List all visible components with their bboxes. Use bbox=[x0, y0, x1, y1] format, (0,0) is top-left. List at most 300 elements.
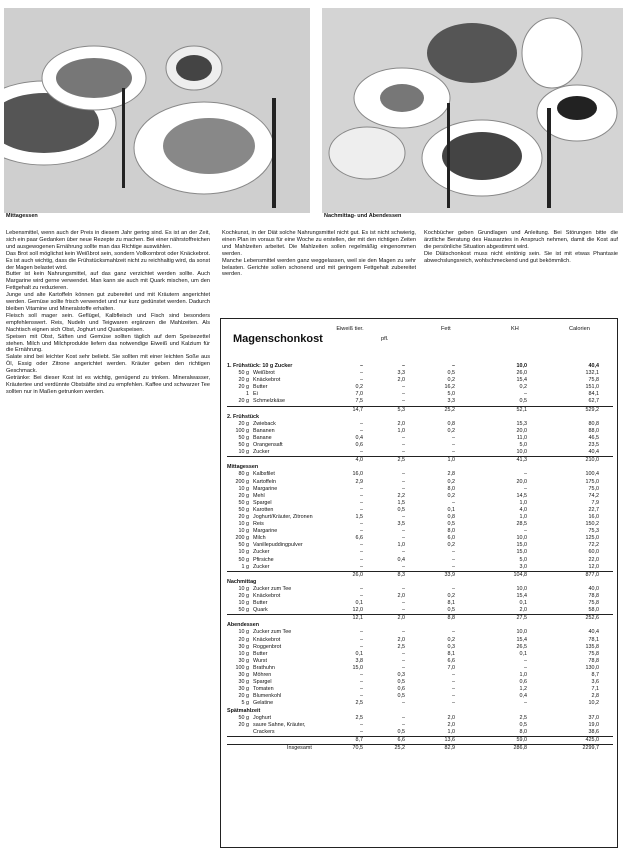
cell-value: 0,2 bbox=[447, 478, 455, 485]
cell-value: – bbox=[452, 585, 455, 592]
cell-food: Bananen bbox=[253, 427, 275, 434]
table-title: Magenschonkost bbox=[233, 333, 323, 345]
cell-value: – bbox=[402, 384, 405, 391]
cell-value: 1,0 bbox=[519, 499, 527, 506]
table-row bbox=[227, 700, 613, 707]
table-row bbox=[227, 442, 613, 449]
cell-value: 2,0 bbox=[397, 615, 405, 622]
cell-value: 2,9 bbox=[355, 478, 363, 485]
cell-value: 8,1 bbox=[447, 600, 455, 607]
paragraph: Das Brot soll möglichst kein Weißbrot sein, sondern Vollkornbrot oder Knäckebrot. Es ist auch wichtig, dass die Frühstücksmahlzeit nicht zu reichhaltig wird, da sonst der Magen belastet wird. bbox=[6, 250, 210, 271]
cell-value: 8,3 bbox=[397, 571, 405, 578]
cell-value: – bbox=[402, 714, 405, 721]
header-calories: Calorien bbox=[569, 326, 590, 332]
cell-value: 8,1 bbox=[447, 650, 455, 657]
cell-value: 3,0 bbox=[519, 563, 527, 570]
cell-value: – bbox=[524, 657, 527, 664]
cell-value: – bbox=[524, 528, 527, 535]
cell-amount: 1 bbox=[246, 391, 249, 398]
table-row bbox=[227, 493, 613, 500]
cell-value: 12,0 bbox=[352, 607, 363, 614]
table-row bbox=[227, 428, 613, 435]
cell-value: – bbox=[360, 377, 363, 384]
cell-value: 6,6 bbox=[397, 736, 405, 743]
table-row bbox=[227, 679, 613, 686]
cell-value: 46,5 bbox=[588, 434, 599, 441]
table-row bbox=[227, 507, 613, 514]
cell-value: 8,7 bbox=[591, 672, 599, 679]
cell-value: 2,5 bbox=[355, 700, 363, 707]
cell-value: 7,0 bbox=[447, 664, 455, 671]
cell-value: 0,1 bbox=[519, 600, 527, 607]
table-section-row bbox=[227, 414, 613, 421]
cell-value: – bbox=[452, 672, 455, 679]
cell-value: – bbox=[360, 693, 363, 700]
cell-value: 0,5 bbox=[447, 370, 455, 377]
cell-value: 0,1 bbox=[447, 506, 455, 513]
cell-food: Quark bbox=[253, 607, 268, 614]
cell-value: – bbox=[402, 600, 405, 607]
cell-food: Karotten bbox=[253, 506, 274, 513]
cell-food: Knäckebrot bbox=[253, 377, 281, 384]
cell-value: 4,0 bbox=[355, 457, 363, 464]
cell-food: Zucker zum Tee bbox=[253, 629, 292, 636]
cell-value: – bbox=[360, 629, 363, 636]
cell-value: 6,6 bbox=[355, 535, 363, 542]
cell-food: Joghurt bbox=[253, 714, 271, 721]
cell-value: 3,6 bbox=[591, 679, 599, 686]
cell-value: – bbox=[360, 485, 363, 492]
cell-value: 0,5 bbox=[447, 607, 455, 614]
cell-value: 135,8 bbox=[585, 643, 599, 650]
cell-value: – bbox=[360, 556, 363, 563]
cell-value: 0,8 bbox=[447, 513, 455, 520]
caption-right: Nachmittag- und Abendessen bbox=[324, 213, 402, 219]
cell-value: – bbox=[360, 679, 363, 686]
table-row bbox=[227, 637, 613, 644]
cell-value: 14,5 bbox=[516, 492, 527, 499]
cell-value: 0,5 bbox=[519, 398, 527, 405]
cell-value: 252,6 bbox=[585, 615, 599, 622]
cell-value: 11,0 bbox=[516, 434, 527, 441]
cell-amount: 50 g bbox=[238, 499, 249, 506]
cell-value: – bbox=[452, 700, 455, 707]
paragraph: Speisen mit Obst, Säften und Gemüse sollten täglich auf dem Speisezettel stehen. Milch und Milchprodukte liefern das notwendige Eiweiß und Kalzium für die Ernährung. bbox=[6, 333, 210, 354]
cell-food: Mittagessen bbox=[227, 464, 259, 471]
cell-amount: 10 g bbox=[238, 629, 249, 636]
table-row bbox=[227, 672, 613, 679]
cell-food: Schmelzkäse bbox=[253, 398, 286, 405]
cell-amount: 50 g bbox=[238, 542, 249, 549]
cell-value: 20,0 bbox=[516, 427, 527, 434]
cell-value: 2,5 bbox=[397, 457, 405, 464]
cell-food: Knäckebrot bbox=[253, 636, 281, 643]
cell-amount: 20 g bbox=[238, 420, 249, 427]
cell-value: 41,3 bbox=[516, 457, 527, 464]
cell-value: – bbox=[402, 442, 405, 449]
cell-value: 0,1 bbox=[519, 650, 527, 657]
cell-value: 82,9 bbox=[444, 744, 455, 751]
table-row bbox=[227, 384, 613, 391]
cell-value: – bbox=[402, 434, 405, 441]
cell-food: Gelatine bbox=[253, 700, 274, 707]
cell-value: 2,8 bbox=[591, 693, 599, 700]
cell-value: 100,4 bbox=[585, 471, 599, 478]
cell-value: 13,6 bbox=[444, 736, 455, 743]
cell-value: 10,0 bbox=[516, 363, 527, 369]
cell-value: 12,0 bbox=[588, 563, 599, 570]
cell-value: 15,0 bbox=[516, 542, 527, 549]
cell-value: 6,0 bbox=[447, 535, 455, 542]
cell-value: 14,7 bbox=[352, 406, 363, 413]
table-row bbox=[227, 542, 613, 549]
cell-amount: 20 g bbox=[238, 398, 249, 405]
cell-value: 7,9 bbox=[591, 499, 599, 506]
cell-value: – bbox=[402, 607, 405, 614]
paragraph: Manche Lebensmittel werden ganz weggelassen, weil sie den Magen zu sehr belasten. Gerichte sollen schonend und mit geringem Fettgehalt zubereitet werden. bbox=[222, 257, 416, 278]
cell-value: 40,4 bbox=[588, 363, 599, 369]
cell-value: – bbox=[402, 549, 405, 556]
cell-amount: 50 g bbox=[238, 607, 249, 614]
cell-value: 15,4 bbox=[516, 636, 527, 643]
cell-value: 3,3 bbox=[447, 398, 455, 405]
cell-value: 151,0 bbox=[585, 384, 599, 391]
cell-value: – bbox=[402, 585, 405, 592]
cell-value: 15,3 bbox=[516, 420, 527, 427]
cell-value: 1,5 bbox=[355, 513, 363, 520]
cell-value: 26,0 bbox=[516, 370, 527, 377]
cell-value: 130,0 bbox=[585, 664, 599, 671]
cell-food: Milch bbox=[253, 535, 266, 542]
cell-food: saure Sahne, Kräuter, bbox=[253, 721, 306, 728]
cell-value: 0,6 bbox=[397, 686, 405, 693]
cell-value: 16,0 bbox=[588, 513, 599, 520]
text-column-1 bbox=[6, 230, 210, 848]
cell-value: – bbox=[402, 449, 405, 456]
cell-food: Insgesamt bbox=[287, 744, 312, 751]
cell-value: 3,5 bbox=[397, 521, 405, 528]
table-row bbox=[227, 629, 613, 636]
cell-food: Zucker bbox=[253, 563, 270, 570]
paragraph: Junge und alte Kartoffeln können gut zubereitet und mit Kräutern angerichtet werden. Gemüse sollte frisch verwendet und nur kurz gedünstet werden. Dadurch bleiben Vitamine und Mineralstoffe erhalten. bbox=[6, 292, 210, 312]
cell-food: Wurst bbox=[253, 657, 267, 664]
table-row bbox=[227, 715, 613, 722]
cell-value: 15,4 bbox=[516, 377, 527, 384]
text-column-3 bbox=[424, 230, 618, 310]
cell-value: 15,4 bbox=[516, 593, 527, 599]
cell-value: 5,0 bbox=[519, 556, 527, 563]
cell-value: 74,2 bbox=[588, 492, 599, 499]
cell-value: 15,0 bbox=[516, 549, 527, 556]
paragraph: Kochbücher geben Grundlagen und Anleitung. Bei Störungen bitte die ärztliche Beratung des Hausarztes in Anspruch nehmen, damit die Kost auf die persönliche Situation abgestimmt wird. bbox=[424, 230, 618, 250]
cell-value: 70,5 bbox=[352, 744, 363, 751]
cell-value: 2,0 bbox=[447, 721, 455, 728]
cell-value: 84,1 bbox=[588, 391, 599, 398]
cell-food: Roggenbrot bbox=[253, 643, 282, 650]
table-total-row bbox=[227, 571, 613, 579]
cell-value: 6,6 bbox=[447, 657, 455, 664]
cell-value: – bbox=[360, 499, 363, 506]
cell-value: – bbox=[452, 693, 455, 700]
table-row bbox=[227, 500, 613, 507]
table-total-row bbox=[227, 614, 613, 622]
cell-value: 0,2 bbox=[447, 542, 455, 549]
table-row bbox=[227, 693, 613, 700]
cell-amount: 20 g bbox=[238, 593, 249, 599]
cell-amount: 100 g bbox=[235, 664, 249, 671]
cell-value: 52,1 bbox=[516, 406, 527, 413]
cell-value: – bbox=[402, 650, 405, 657]
cell-food: Zwieback bbox=[253, 420, 276, 427]
cell-food: Vanillepuddingpulver bbox=[253, 542, 303, 549]
cell-food: Orangensaft bbox=[253, 442, 283, 449]
cell-value: 75,8 bbox=[588, 377, 599, 384]
cell-amount: 1 g bbox=[241, 563, 249, 570]
cell-value: 0,5 bbox=[397, 679, 405, 686]
cell-food: Tomaten bbox=[253, 686, 274, 693]
caption-left: Mittagessen bbox=[6, 213, 38, 219]
cell-value: – bbox=[402, 363, 405, 369]
cell-value: – bbox=[360, 563, 363, 570]
cell-value: – bbox=[402, 563, 405, 570]
table-row bbox=[227, 471, 613, 478]
cell-value: 3,8 bbox=[355, 657, 363, 664]
cell-value: 10,0 bbox=[516, 629, 527, 636]
cell-value: – bbox=[360, 492, 363, 499]
cell-value: 40,4 bbox=[588, 449, 599, 456]
cell-value: 23,5 bbox=[588, 442, 599, 449]
paragraph: Lebensmittel, wenn auch der Preis in diesem Jahr gering sind. Es ist an der Zeit, sich ein paar Gedanken über neue Rezepte zu machen. Bei einer nährstoffreichen und ausgewogenen Ernährung sollte man das Richtige auswählen. bbox=[6, 230, 210, 250]
header-carbs: KH bbox=[511, 326, 519, 332]
cell-value: 22,7 bbox=[588, 506, 599, 513]
cell-value: 26,5 bbox=[516, 643, 527, 650]
cell-amount: 20 g bbox=[238, 636, 249, 643]
lunch-photo bbox=[4, 8, 310, 213]
cell-value: 3,3 bbox=[397, 370, 405, 377]
cell-value: 529,2 bbox=[585, 406, 599, 413]
paragraph: Fleisch soll mager sein. Geflügel, Kalbfleisch und Fisch sind besonders empfehlenswert. Reis, Nudeln und Teigwaren ergänzen die Mahlzeiten. Als Nachtisch eignen sich Obst, Joghurt und Quarkspeisen. bbox=[6, 312, 210, 333]
cell-food: Margarine bbox=[253, 485, 278, 492]
cell-value: 78,8 bbox=[588, 657, 599, 664]
cell-value: 0,5 bbox=[447, 521, 455, 528]
cell-amount: 50 g bbox=[238, 714, 249, 721]
cell-value: – bbox=[452, 363, 455, 369]
cell-value: 175,0 bbox=[585, 478, 599, 485]
table-row bbox=[227, 449, 613, 456]
table-row bbox=[227, 528, 613, 535]
cell-value: – bbox=[402, 391, 405, 398]
cell-value: 5,0 bbox=[447, 391, 455, 398]
cell-amount: 100 g bbox=[235, 427, 249, 434]
cell-value: 0,6 bbox=[519, 679, 527, 686]
table-total-row bbox=[227, 456, 613, 464]
cell-value: – bbox=[452, 442, 455, 449]
cell-value: 425,0 bbox=[585, 736, 599, 743]
cell-value: 0,1 bbox=[355, 600, 363, 607]
cell-value: 0,8 bbox=[447, 420, 455, 427]
cell-value: – bbox=[402, 478, 405, 485]
cell-value: 10,2 bbox=[588, 700, 599, 707]
cell-value: 8,7 bbox=[355, 736, 363, 743]
cell-food: Pfirsiche bbox=[253, 556, 274, 563]
cell-value: 286,8 bbox=[513, 744, 527, 751]
table-section-row bbox=[227, 708, 613, 715]
table-row bbox=[227, 377, 613, 384]
cell-value: 104,8 bbox=[513, 571, 527, 578]
cell-value: – bbox=[402, 471, 405, 478]
table-row bbox=[227, 557, 613, 564]
cell-value: – bbox=[452, 434, 455, 441]
table-row bbox=[227, 421, 613, 428]
cell-amount: 30 g bbox=[238, 657, 249, 664]
cell-food: Joghurt/Kräuter, Zitronen bbox=[253, 513, 313, 520]
cell-value: 0,2 bbox=[447, 427, 455, 434]
cell-value: 8,0 bbox=[519, 728, 527, 735]
cell-value: 22,0 bbox=[588, 556, 599, 563]
cell-value: 26,0 bbox=[352, 571, 363, 578]
cell-food: Möhren bbox=[253, 672, 272, 679]
cell-value: – bbox=[402, 657, 405, 664]
paragraph: Kochkunst, in der Diät solche Nahrungsmittel nicht gut. Es ist nicht schwierig, einen Plan im voraus für eine Woche zu erstellen, der mit den richtigen Zeiten und Mahlzeiten arbeitet. Die Mahlzeiten sollen regelmäßig eingenommen werden. bbox=[222, 230, 416, 257]
cell-value: – bbox=[360, 521, 363, 528]
table-row bbox=[227, 600, 613, 607]
cell-value: 1,0 bbox=[447, 457, 455, 464]
cell-amount: 50 g bbox=[238, 434, 249, 441]
cell-food: Kartoffeln bbox=[253, 478, 276, 485]
table-row bbox=[227, 593, 613, 600]
cell-value: 28,5 bbox=[516, 521, 527, 528]
cell-amount: 50 g bbox=[238, 506, 249, 513]
cell-value: – bbox=[402, 528, 405, 535]
cell-value: 0,5 bbox=[397, 506, 405, 513]
cell-amount: 30 g bbox=[238, 643, 249, 650]
text-column-2 bbox=[222, 230, 416, 310]
cell-value: – bbox=[360, 728, 363, 735]
cell-food: Kalbsfilet bbox=[253, 471, 275, 478]
cell-value: 75,0 bbox=[588, 485, 599, 492]
cell-value: 75,3 bbox=[588, 528, 599, 535]
cell-value: 78,1 bbox=[588, 636, 599, 643]
cell-food: Nachmittag bbox=[227, 578, 257, 585]
cell-value: 7,1 bbox=[591, 686, 599, 693]
cell-value: 62,7 bbox=[588, 398, 599, 405]
cell-value: – bbox=[524, 700, 527, 707]
cell-amount: 20 g bbox=[238, 513, 249, 520]
table-row bbox=[227, 486, 613, 493]
cell-value: 58,0 bbox=[588, 607, 599, 614]
table-row bbox=[227, 607, 613, 614]
cell-value: 0,3 bbox=[397, 672, 405, 679]
cell-value: 2,0 bbox=[397, 420, 405, 427]
table-total-row bbox=[227, 736, 613, 744]
cell-food: Abendessen bbox=[227, 622, 260, 629]
cell-value: – bbox=[360, 643, 363, 650]
cell-value: 59,0 bbox=[516, 736, 527, 743]
cell-value: 0,5 bbox=[397, 728, 405, 735]
cell-value: 2299,7 bbox=[582, 744, 599, 751]
cell-value: 25,2 bbox=[444, 406, 455, 413]
cell-value: – bbox=[360, 420, 363, 427]
cell-value: 2,5 bbox=[355, 714, 363, 721]
cell-value: 877,0 bbox=[585, 571, 599, 578]
cell-food: Banane bbox=[253, 434, 272, 441]
cell-amount: 200 g bbox=[235, 535, 249, 542]
table-section-row bbox=[227, 363, 613, 370]
cell-value: 1,0 bbox=[519, 513, 527, 520]
header-protein-animal: Eiweiß tier. bbox=[336, 326, 364, 332]
cell-value: – bbox=[360, 528, 363, 535]
paragraph: Butter ist kein Nahrungsmittel, auf das ganz verzichtet werden sollte. Auch Margarine wird gerne verwendet. Man kann sie auch mit Quark mischen, um den Fettgehalt zu reduzieren. bbox=[6, 271, 210, 292]
table-row bbox=[227, 729, 613, 736]
cell-food: Spätmahlzeit bbox=[227, 707, 261, 714]
cell-value: 10,0 bbox=[516, 535, 527, 542]
cell-value: – bbox=[402, 700, 405, 707]
cell-value: 2,0 bbox=[447, 714, 455, 721]
cell-value: – bbox=[524, 471, 527, 478]
cell-value: 1,0 bbox=[397, 542, 405, 549]
table-row bbox=[227, 722, 613, 729]
cell-value: 88,0 bbox=[588, 427, 599, 434]
cell-value: – bbox=[360, 593, 363, 599]
cell-food: Zucker zum Tee bbox=[253, 585, 292, 592]
cell-food: Spargel bbox=[253, 679, 272, 686]
cell-food: Crackers bbox=[253, 728, 275, 735]
paragraph: Salate sind bei leichter Kost sehr beliebt. Sie sollten mit einer leichten Soße aus Öl, Essig oder Zitrone angerichtet werden. Kräuter geben den richtigen Geschmack. bbox=[6, 354, 210, 375]
cell-amount: 30 g bbox=[238, 679, 249, 686]
cell-value: 16,2 bbox=[444, 384, 455, 391]
cell-value: 5,0 bbox=[519, 442, 527, 449]
cell-amount: 200 g bbox=[235, 478, 249, 485]
cell-amount: 10 g bbox=[238, 521, 249, 528]
cell-value: 1,0 bbox=[447, 728, 455, 735]
header-protein-plant: pfl. bbox=[381, 336, 389, 342]
cell-amount: 20 g bbox=[238, 721, 249, 728]
cell-value: 2,0 bbox=[397, 636, 405, 643]
cell-value: – bbox=[402, 629, 405, 636]
cell-value: 80,8 bbox=[588, 420, 599, 427]
cell-value: 150,2 bbox=[585, 521, 599, 528]
cell-value: 0,2 bbox=[355, 384, 363, 391]
cell-food: Reis bbox=[253, 521, 264, 528]
table-row bbox=[227, 586, 613, 593]
cell-value: – bbox=[360, 506, 363, 513]
cell-value: – bbox=[452, 449, 455, 456]
cell-value: – bbox=[402, 535, 405, 542]
cell-value: 40,0 bbox=[588, 585, 599, 592]
cell-value: 5,3 bbox=[397, 406, 405, 413]
cell-value: 132,1 bbox=[585, 370, 599, 377]
cell-food: Butter bbox=[253, 600, 268, 607]
cell-value: 78,8 bbox=[588, 593, 599, 599]
cell-value: – bbox=[360, 549, 363, 556]
cell-value: 0,4 bbox=[519, 693, 527, 700]
cell-value: – bbox=[452, 686, 455, 693]
cell-value: – bbox=[360, 672, 363, 679]
cell-value: 19,0 bbox=[588, 721, 599, 728]
cell-value: – bbox=[360, 686, 363, 693]
cell-value: – bbox=[402, 485, 405, 492]
table-row bbox=[227, 398, 613, 405]
paragraph: Die Diätschonkost muss nicht eintönig sein. Sie ist mit etwas Phantasie abwechslungsreich, wohlschmeckend und gut bekömmlich. bbox=[424, 250, 618, 264]
cell-value: – bbox=[402, 513, 405, 520]
cell-value: 7,0 bbox=[355, 391, 363, 398]
cell-value: – bbox=[524, 391, 527, 398]
cell-value: 8,8 bbox=[447, 615, 455, 622]
table-row bbox=[227, 514, 613, 521]
cell-value: 2,5 bbox=[519, 714, 527, 721]
cell-value: – bbox=[360, 427, 363, 434]
cell-value: 8,0 bbox=[447, 528, 455, 535]
